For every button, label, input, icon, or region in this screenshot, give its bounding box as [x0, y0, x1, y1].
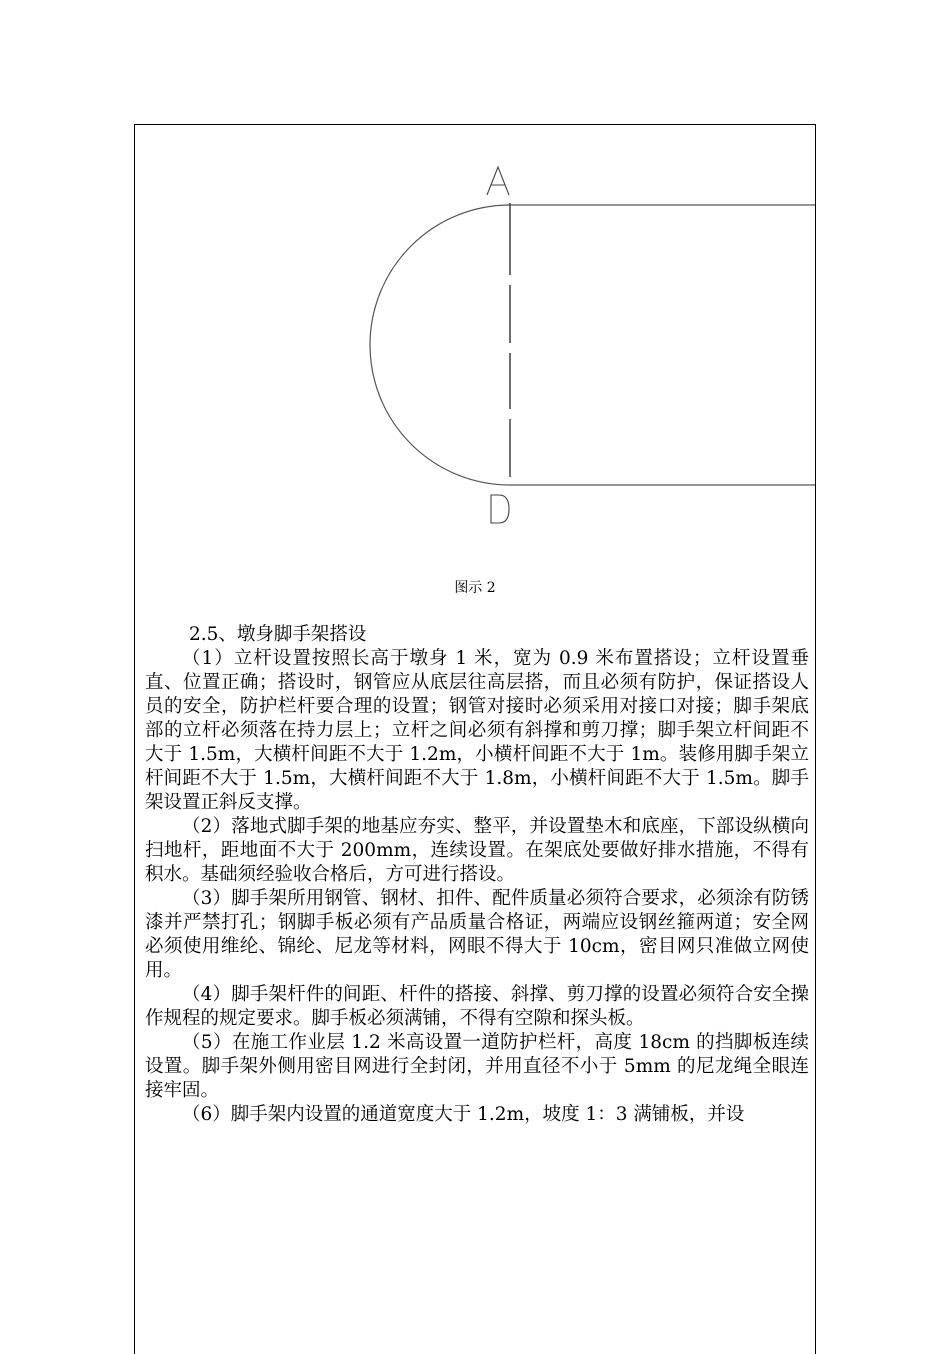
pier-section-diagram	[135, 125, 815, 565]
paragraph-2: （2）落地式脚手架的地基应夯实、整平，并设置垫木和底座，下部设纵横向扫地杆，距地面不大于 200mm，连续设置。在架底处要做好排水措施，不得有积水。基础须经验收合格后，方可进行搭设。	[145, 816, 809, 885]
label-d-glyph	[491, 495, 509, 523]
section-heading: 2.5、墩身脚手架搭设	[189, 624, 367, 645]
pier-outline	[370, 205, 815, 485]
label-a-glyph	[487, 167, 509, 195]
paragraph-3: （3）脚手架所用钢管、钢材、扣件、配件质量必须符合要求，必须涂有防锈漆并严禁打孔；钢脚手板必须有产品质量合格证，两端应设钢丝箍两道；安全网必须使用维纶、锦纶、尼龙等材料，网眼不得大于 10cm，密目网只准做立网使用。	[145, 888, 809, 981]
paragraph-6: （6）脚手架内设置的通道宽度大于 1.2m，坡度 1：3 满铺板，并设	[182, 1104, 745, 1125]
paragraph-4: （4）脚手架杆件的间距、杆件的搭接、斜撑、剪刀撑的设置必须符合安全操作规程的规定要求。脚手板必须满铺，不得有空隙和探头板。	[145, 984, 809, 1029]
paragraph-1: （1）立杆设置按照长高于墩身 1 米，宽为 0.9 米布置搭设；立杆设置垂直、位置正确；搭设时，钢管应从底层往高层搭，而且必须有防护，保证搭设人员的安全，防护栏杆要合理的设置；钢管对接时必须采用对接口对接；脚手架底部的立杆必须落在持力层上；立杆之间必须有斜撑和剪刀撑；脚手架立杆间距不大于 1.5m，大横杆间距不大于 1.2m，小横杆间距不大于 1m。装修用脚手架立杆间距不大于 1.5m，大横杆间距不大于 1.8m，小横杆间距不大于 1.5m。脚手架设置正斜反支撑。	[145, 648, 809, 813]
paragraph-5: （5）在施工作业层 1.2 米高设置一道防护栏杆，高度 18cm 的挡脚板连续设置。脚手架外侧用密目网进行全封闭，并用直径不小于 5mm 的尼龙绳全眼连接牢固。	[145, 1032, 809, 1101]
section-content	[145, 623, 809, 1127]
table-cell-frame	[134, 124, 816, 1354]
figure-caption: 图示 2	[454, 580, 496, 596]
